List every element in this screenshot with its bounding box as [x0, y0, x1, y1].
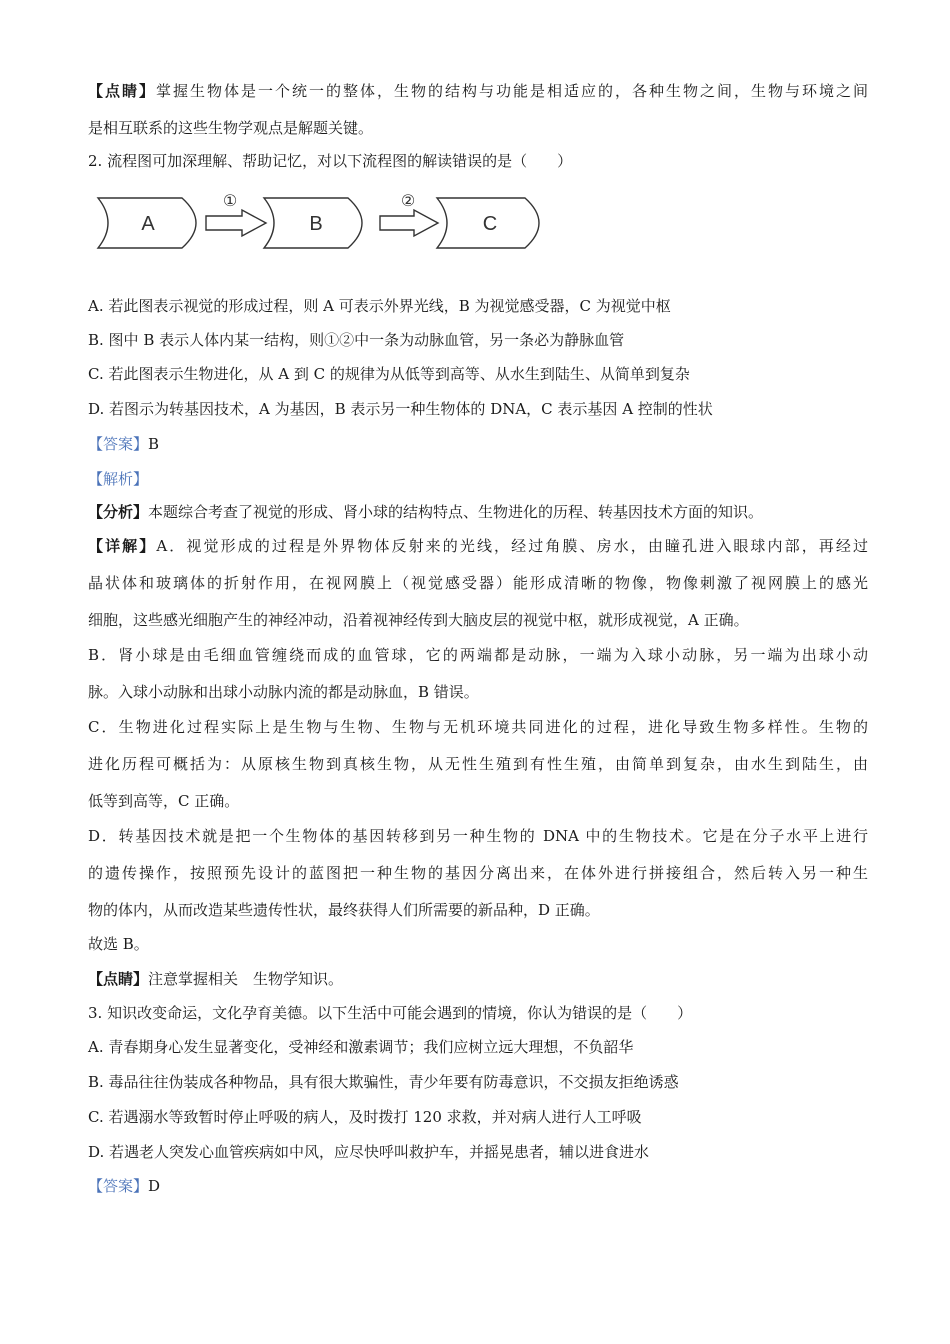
- flow-arrow-2: [380, 210, 438, 236]
- question-3-option-d: D. 若遇老人突发心血管疾病如中风，应尽快呼叫救护车，并摇晃患者，辅以进食进水: [88, 1143, 650, 1161]
- fenxi-tag: 【分析】: [88, 503, 149, 521]
- dianjing-2: 【点睛】注意掌握相关 生物学知识。: [88, 970, 344, 988]
- answer-value: B: [148, 435, 160, 453]
- xiangjie-a-line-3: 细胞，这些感光细胞产生的神经冲动，沿着视神经传到大脑皮层的视觉中枢，就形成视觉，A 正确。: [88, 611, 749, 629]
- flow-label-c: C: [482, 213, 498, 235]
- flow-label-b: B: [309, 213, 323, 235]
- answer-tag: 【答案】: [88, 435, 149, 453]
- question-2-option-c: C. 若此图表示生物进化，从 A 到 C 的规律为从低等到高等、从水生到陆生、从简单到复杂: [88, 365, 690, 383]
- question-2-stem: 2. 流程图可加深理解、帮助记忆，对以下流程图的解读错误的是（ ）: [88, 152, 573, 170]
- xiangjie-d-line-3: 物的体内，从而改造某些遗传性状，最终获得人们所需要的新品种，D 正确。: [88, 901, 600, 919]
- answer-3-tag: 【答案】: [88, 1177, 149, 1195]
- xiangjie-a-line-1: 【详解】A．视觉形成的过程是外界物体反射来的光线，经过角膜、房水，由瞳孔进入眼球内部，再经过: [88, 537, 868, 555]
- dianjing-tag: 【点睛】: [88, 82, 156, 100]
- question-3-option-a: A. 青春期身心发生显著变化，受神经和激素调节；我们应树立远大理想，不负韶华: [88, 1038, 634, 1056]
- question-2-option-a: A. 若此图表示视觉的形成过程，则 A 可表示外界光线，B 为视觉感受器，C 为视觉中枢: [88, 297, 671, 315]
- conclusion: 故选 B。: [88, 935, 149, 953]
- xiangjie-c-line-1: C．生物进化过程实际上是生物与生物、生物与无机环境共同进化的过程，进化导致生物多样性。生物的: [88, 718, 868, 736]
- xiangjie-d-line-2: 的遗传操作，按照预先设计的蓝图把一种生物的基因分离出来，在体外进行拼接组合，然后转入另一种生: [88, 864, 868, 882]
- flow-step-1: ①: [222, 191, 238, 210]
- flow-label-a: A: [141, 213, 155, 235]
- dianjing-2-tag: 【点睛】: [88, 970, 149, 988]
- flow-arrow-1: [206, 210, 266, 236]
- dianjing-line-1: 【点睛】掌握生物体是一个统一的整体，生物的结构与功能是相适应的，各种生物之间，生物与环境之间: [88, 82, 868, 100]
- question-3-stem: 3. 知识改变命运，文化孕育美德。以下生活中可能会遇到的情境，你认为错误的是（ ）: [88, 1004, 693, 1022]
- question-2-option-d: D. 若图示为转基因技术，A 为基因，B 表示另一种生物体的 DNA，C 表示基因 A 控制的性状: [88, 400, 713, 418]
- xiangjie-a-line-2: 晶状体和玻璃体的折射作用，在视网膜上（视觉感受器）能形成清晰的物像，物像刺激了视网膜上的感光: [88, 574, 868, 592]
- xiangjie-b-line-2: 脉。入球小动脉和出球小动脉内流的都是动脉血，B 错误。: [88, 683, 479, 701]
- xiangjie-d-line-1: D．转基因技术就是把一个生物体的基因转移到另一种生物的 DNA 中的生物技术。它是在分子水平上进行: [88, 827, 868, 845]
- question-3-option-c: C. 若遇溺水等致暂时停止呼吸的病人，及时拨打 120 求救，并对病人进行人工呼吸: [88, 1108, 642, 1126]
- xiangjie-c-line-3: 低等到高等，C 正确。: [88, 792, 240, 810]
- xiangjie-b-line-1: B．肾小球是由毛细血管缠绕而成的血管球，它的两端都是动脉，一端为入球小动脉，另一端为出球小动: [88, 646, 868, 664]
- flow-diagram: [92, 188, 562, 258]
- fenxi-line: 【分析】本题综合考查了视觉的形成、肾小球的结构特点、生物进化的历程、转基因技术方面的知识。: [88, 503, 764, 521]
- flow-step-2: ②: [400, 191, 416, 210]
- answer-3-value: D: [148, 1177, 161, 1195]
- jiexi-tag: 【解析】: [88, 470, 149, 488]
- question-2-option-b: B. 图中 B 表示人体内某一结构，则①②中一条为动脉血管，另一条必为静脉血管: [88, 331, 625, 349]
- question-2-answer: [88, 433, 868, 455]
- question-3-answer: [88, 1175, 868, 1197]
- question-3-option-b: B. 毒品往往伪装成各种物品，具有很大欺骗性，青少年要有防毒意识，不交损友拒绝诱惑: [88, 1073, 679, 1091]
- dianjing-line-2: 是相互联系的这些生物学观点是解题关键。: [88, 119, 374, 137]
- xiangjie-tag: 【详解】: [88, 537, 157, 555]
- xiangjie-c-line-2: 进化历程可概括为：从原核生物到真核生物，从无性生殖到有性生殖，由简单到复杂，由水生到陆生，由: [88, 755, 868, 773]
